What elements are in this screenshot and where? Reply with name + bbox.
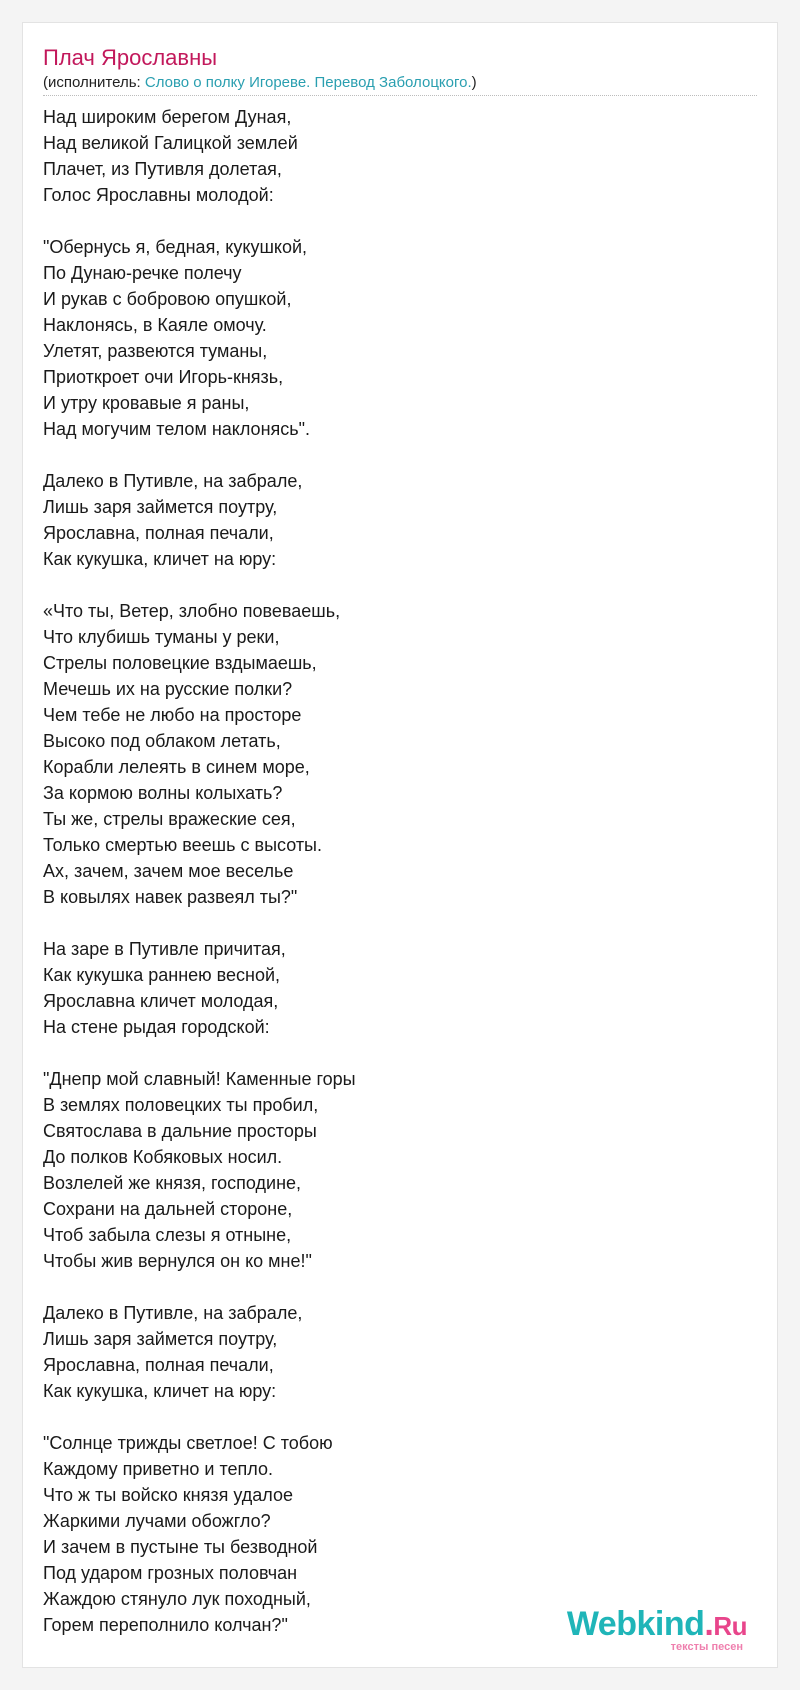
lyric-line: Мечешь их на русские полки? xyxy=(43,679,293,699)
lyric-line: Чтоб забыла слезы я отныне, xyxy=(43,1225,292,1245)
lyric-line: Как кукушка, кличет на юру: xyxy=(43,1381,277,1401)
lyric-line: Жаждою стянуло лук походный, xyxy=(43,1589,311,1609)
lyric-line: И зачем в пустыне ты безводной xyxy=(43,1537,318,1557)
performer-suffix: ) xyxy=(471,74,477,91)
lyric-line: Над могучим телом наклонясь". xyxy=(43,419,311,439)
lyric-line: "Днепр мой славный! Каменные горы xyxy=(43,1069,356,1089)
lyric-line: Лишь заря займется поутру, xyxy=(43,497,278,517)
lyric-line: Сохрани на дальней стороне, xyxy=(43,1199,293,1219)
stanza xyxy=(43,468,743,572)
lyric-line: Далеко в Путивле, на забрале, xyxy=(43,471,303,491)
lyric-line: Плачет, из Путивля долетая, xyxy=(43,159,282,179)
lyric-line: Только смертью веешь с высоты. xyxy=(43,835,322,855)
stanza xyxy=(43,104,743,208)
lyric-line: По Дунаю-речке полечу xyxy=(43,263,242,283)
lyric-line: Ярославна, полная печали, xyxy=(43,523,274,543)
lyric-line: Чем тебе не любо на просторе xyxy=(43,705,302,725)
logo-tagline: тексты песен xyxy=(670,1641,743,1653)
lyric-line: Возлелей же князя, господине, xyxy=(43,1173,302,1193)
logo-wordmark xyxy=(567,1607,747,1643)
song-title: Плач Ярославны xyxy=(43,45,218,70)
stanza xyxy=(43,598,743,910)
lyric-line: Как кукушка раннею весной, xyxy=(43,965,281,985)
lyric-line: Ах, зачем, зачем мое веселье xyxy=(43,861,294,881)
lyric-line: На стене рыдая городской: xyxy=(43,1017,270,1037)
lyric-line: Жаркими лучами обожгло? xyxy=(43,1511,271,1531)
lyric-line: Улетят, развеются туманы, xyxy=(43,341,268,361)
lyric-line: Корабли лелеять в синем море, xyxy=(43,757,310,777)
stanza xyxy=(43,936,743,1040)
lyrics-text xyxy=(43,104,743,1664)
lyric-line: "Солнце трижды светлое! С тобою xyxy=(43,1433,333,1453)
lyric-line: "Обернусь я, бедная, кукушкой, xyxy=(43,237,308,257)
logo-name: Webkind xyxy=(566,1605,705,1643)
logo-tld: Ru xyxy=(713,1611,747,1641)
lyric-line: Как кукушка, кличет на юру: xyxy=(43,549,277,569)
lyric-line: И рукав с бобровою опушкой, xyxy=(43,289,292,309)
lyric-line: Чтобы жив вернулся он ко мне!" xyxy=(43,1251,312,1271)
lyric-line: Ты же, стрелы вражеские сея, xyxy=(43,809,296,829)
lyric-line: Над широким берегом Дуная, xyxy=(43,107,292,127)
lyric-line: Наклонясь, в Каяле омочу. xyxy=(43,315,267,335)
logo-dot: . xyxy=(704,1605,714,1643)
lyric-line: За кормою волны колыхать? xyxy=(43,783,283,803)
lyric-line: Далеко в Путивле, на забрале, xyxy=(43,1303,303,1323)
site-logo[interactable] xyxy=(567,1607,747,1653)
lyric-line: «Что ты, Ветер, злобно повеваешь, xyxy=(43,601,341,621)
lyric-line: И утру кровавые я раны, xyxy=(43,393,250,413)
lyric-line: В землях половецких ты пробил, xyxy=(43,1095,319,1115)
lyric-line: Приоткроет очи Игорь-князь, xyxy=(43,367,284,387)
stanza xyxy=(43,234,743,442)
lyric-line: До полков Кобяковых носил. xyxy=(43,1147,283,1167)
lyric-line: Святослава в дальние просторы xyxy=(43,1121,317,1141)
stanza xyxy=(43,1300,743,1404)
lyric-line: Что ж ты войско князя удалое xyxy=(43,1485,293,1505)
lyric-line: Что клубишь туманы у реки, xyxy=(43,627,280,647)
stanza xyxy=(43,1066,743,1274)
lyric-line: Лишь заря займется поутру, xyxy=(43,1329,278,1349)
lyric-line: В ковылях навек развеял ты?" xyxy=(43,887,298,907)
lyric-line: Под ударом грозных половчан xyxy=(43,1563,298,1583)
header-divider xyxy=(43,95,757,96)
lyrics-card xyxy=(22,22,778,1668)
lyric-line: Каждому приветно и тепло. xyxy=(43,1459,273,1479)
lyric-line: Горем переполнило колчан?" xyxy=(43,1615,288,1635)
lyric-line: На заре в Путивле причитая, xyxy=(43,939,286,959)
lyric-line: Голос Ярославны молодой: xyxy=(43,185,274,205)
performer-line xyxy=(43,73,477,93)
lyric-line: Ярославна, полная печали, xyxy=(43,1355,274,1375)
lyric-line: Высоко под облаком летать, xyxy=(43,731,281,751)
performer-prefix: (исполнитель: xyxy=(43,74,145,91)
lyric-line: Ярославна кличет молодая, xyxy=(43,991,279,1011)
performer-link[interactable]: Слово о полку Игореве. Перевод Заболоцкого. xyxy=(144,74,472,91)
lyric-line: Стрелы половецкие вздымаешь, xyxy=(43,653,317,673)
lyric-line: Над великой Галицкой землей xyxy=(43,133,298,153)
